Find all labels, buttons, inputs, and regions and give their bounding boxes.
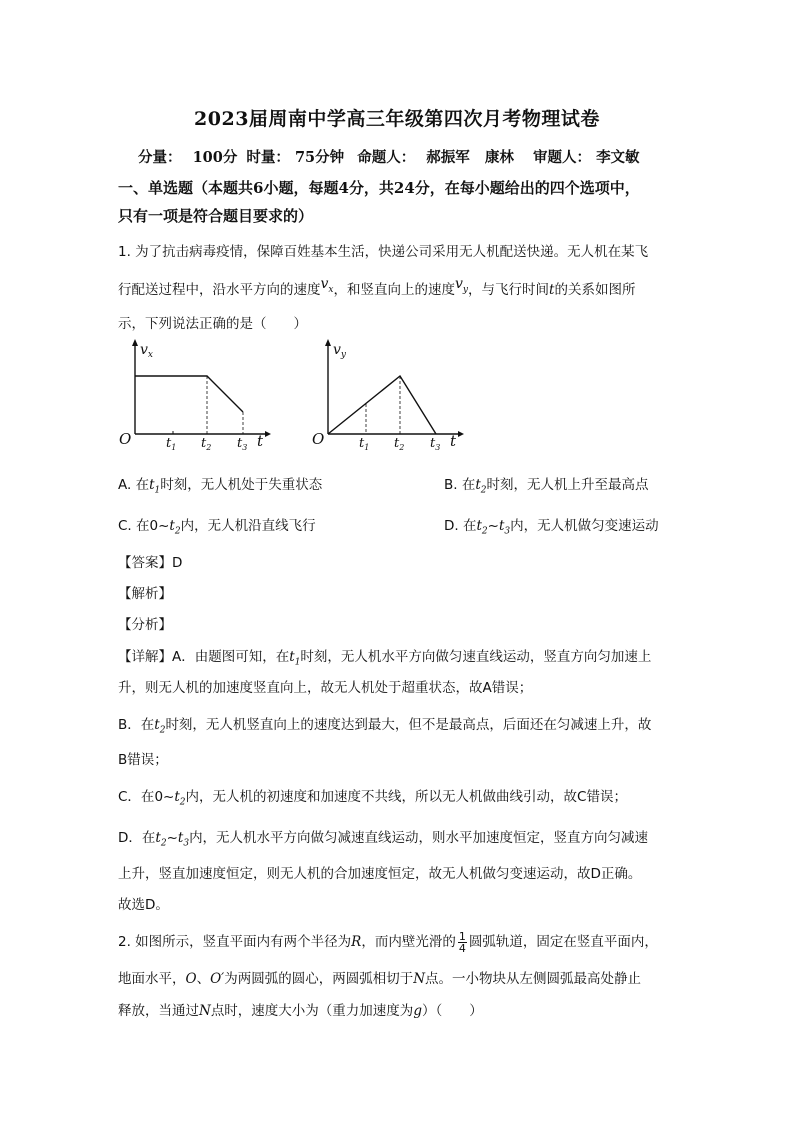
y-arrow (132, 339, 138, 346)
reviewer-name: 李文敏 (596, 149, 640, 166)
reviewer-label: 审题人： (533, 149, 591, 166)
detail-d-line1: D．在$t_2\sim t_3$内，无人机水平方向做匀减速直线运动，则水平加速度恒定，竖直方向匀减速 (118, 830, 649, 849)
origin-label: O (119, 430, 132, 448)
exam-meta (138, 146, 640, 167)
detail-d-line2: 上升，竖直加速度恒定，则无人机的合加速度恒定，故无人机做匀变速运动，故D正确。 (118, 866, 642, 882)
y-arrow (325, 339, 331, 346)
t2-label: $t_2$ (201, 436, 212, 452)
t2-label: $t_2$ (394, 436, 405, 452)
quarter-fraction: $\frac{1}{4}$ (458, 929, 466, 955)
time-value: 75分钟 (294, 149, 345, 166)
option-c[interactable]: C. 在$0\sim t_2$内，无人机沿直线飞行 (118, 518, 316, 537)
vy-curve (328, 376, 436, 434)
vx-ylabel: $v_x$ (140, 342, 153, 360)
detail-b-line2: B错误； (118, 752, 168, 768)
origin-label: O (312, 430, 325, 448)
option-a[interactable]: A. 在$t_1$时刻，无人机处于失重状态 (118, 477, 323, 496)
detail-a-line1: 【详解】A．由题图可知，在$t_1$时刻，无人机水平方向做匀速直线运动，竖直方向匀加速上 (118, 649, 652, 668)
vx-t-graph (115, 336, 285, 452)
vx-curve (135, 376, 243, 412)
fenxi-heading: 【分析】 (118, 617, 172, 633)
x-arrow (458, 431, 464, 437)
t1-label: $t_1$ (359, 436, 370, 452)
time-label: 时量： (246, 149, 290, 166)
x-arrow (265, 431, 271, 437)
vy-ylabel: $v_y$ (333, 342, 347, 360)
vy-t-graph (308, 336, 478, 452)
section-heading-line1: 一、单选题（本题共6小题，每题4分，共24分，在每小题给出的四个选项中， (118, 179, 640, 197)
detail-a-line2: 升，则无人机的加速度竖直向上，故无人机处于超重状态，故A错误； (118, 680, 533, 696)
option-d[interactable]: D. 在$t_2\sim t_3$内，无人机做匀变速运动 (444, 518, 659, 537)
conclusion-line: 故选D。 (118, 897, 169, 913)
answer-line: 【答案】D (118, 555, 183, 571)
option-b[interactable]: B. 在$t_2$时刻，无人机上升至最高点 (444, 477, 649, 496)
vy-symbol: $v_y$ (455, 276, 469, 295)
q1-stem-line2: 行配送过程中，沿水平方向的速度$v_x$，和竖直向上的速度$v_y$，与飞行时间t的关系如图所 (118, 276, 636, 298)
x-axis-label: t (450, 432, 457, 450)
q2-stem-line1: 2. 如图所示，竖直平面内有两个半径为R，而内壁光滑的 $\frac{1}{4}$ 圆弧轨道，固定在竖直平面内， (118, 929, 658, 955)
q1-stem-line3: 示，下列说法正确的是（ ） (118, 316, 307, 332)
t1-label: $t_1$ (166, 436, 177, 452)
analysis-heading: 【解析】 (118, 586, 172, 602)
score-label: 分量： (138, 149, 182, 166)
page-title: 2023届周南中学高三年级第四次月考物理试卷 (194, 108, 600, 130)
score-value: 100分 (192, 149, 238, 166)
author-label: 命题人： (357, 149, 416, 166)
q2-stem-line3: 释放，当通过N点时，速度大小为（重力加速度为g）（ ） (118, 1003, 483, 1019)
detail-c-line: C．在$0\sim t_2$内，无人机的初速度和加速度不共线，所以无人机做曲线引动，故C错误； (118, 789, 627, 808)
t3-label: $t_3$ (430, 436, 441, 452)
vx-symbol: $v_x$ (320, 276, 334, 295)
r-symbol: R (351, 934, 362, 950)
q2-stem-line2: 地面水平，O、O′为两圆弧的圆心，两圆弧相切于N点。一小物块从左侧圆弧最高处静止 (118, 971, 642, 987)
detail-b-line1: B．在$t_2$时刻，无人机竖直向上的速度达到最大，但不是最高点，后面还在匀减速上升，故 (118, 717, 652, 736)
t-symbol: t (549, 282, 555, 298)
q1-stem-line1: 1. 为了抗击病毒疫情，保障百姓基本生活，快递公司采用无人机配送快递。无人机在某飞 (118, 244, 649, 260)
x-axis-label: t (257, 432, 264, 450)
author-names: 郝振军 康林 (426, 149, 514, 166)
section-heading-line2: 只有一项是符合题目要求的） (118, 207, 314, 225)
t3-label: $t_3$ (237, 436, 248, 452)
